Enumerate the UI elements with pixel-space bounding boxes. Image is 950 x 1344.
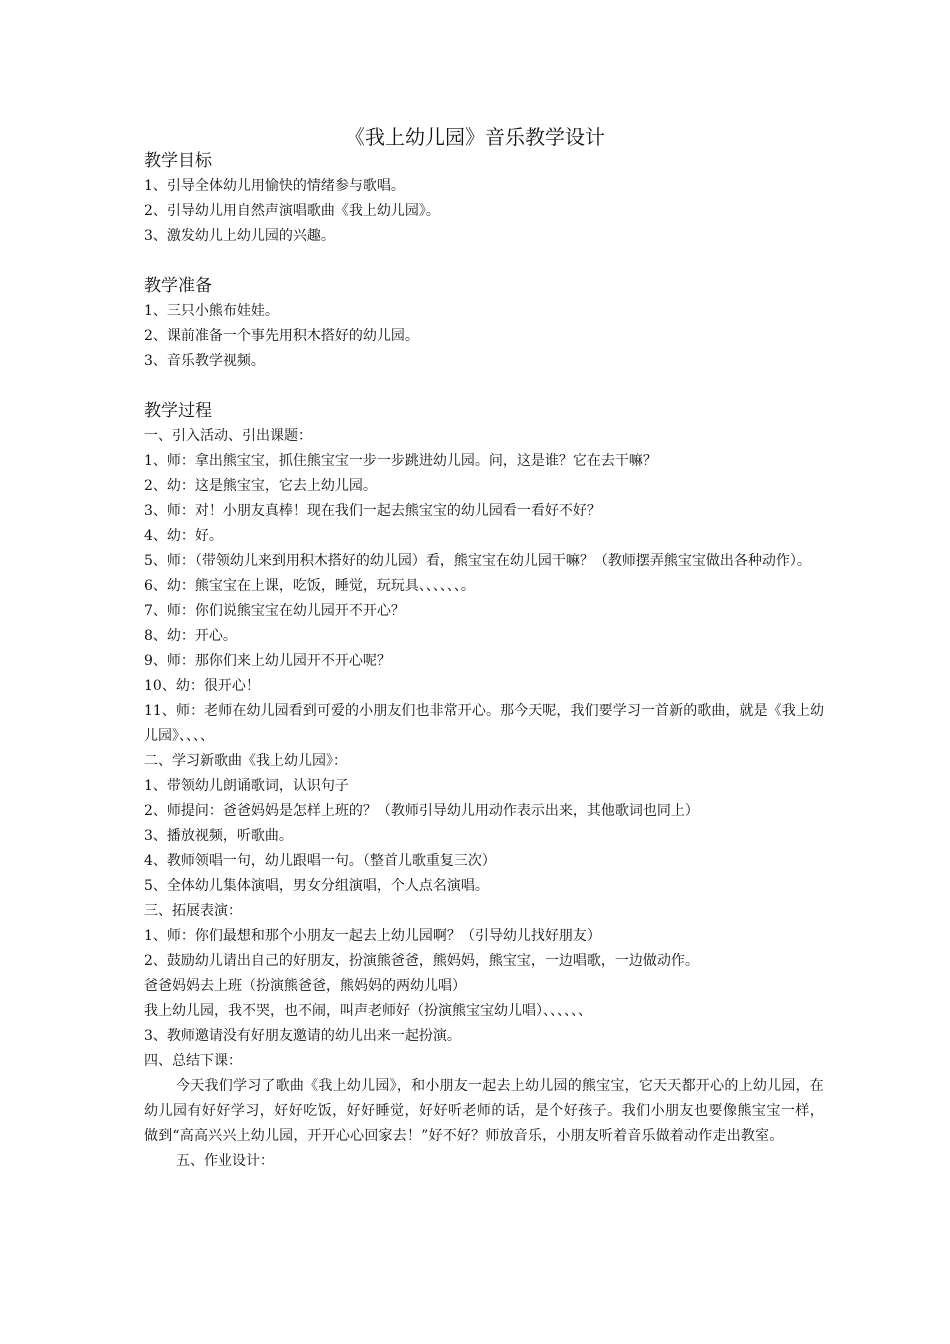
section-heading-prep: 教学准备 [144,276,212,296]
subsection-heading-summary: 四、总结下课： [144,1053,242,1069]
section-heading-goals: 教学目标 [144,151,212,171]
prep-item: 3、音乐教学视频。 [144,353,265,369]
process-step: 1、带领幼儿朗诵歌词，认识句子 [144,778,349,794]
process-step: 9、师：那你们来上幼儿园开不开心呢？ [144,653,391,669]
process-step: 1、师：你们最想和那个小朋友一起去上幼儿园啊？（引导幼儿找好朋友） [144,928,601,944]
section-heading-process: 教学过程 [144,401,212,421]
spacer [144,249,824,273]
goal-item: 3、激发幼儿上幼儿园的兴趣。 [144,228,335,244]
process-step: 1、师：拿出熊宝宝，抓住熊宝宝一步一步跳进幼儿园。问，这是谁？它在去干嘛？ [144,453,657,469]
process-step: 3、播放视频，听歌曲。 [144,828,293,844]
process-step: 11、师：老师在幼儿园看到可爱的小朋友们也非常开心。那今天呢，我们要学习一首新的歌曲，就是《我上幼儿园》、、、、 [144,703,824,744]
process-step: 7、师：你们说熊宝宝在幼儿园开不开心？ [144,603,405,619]
process-step: 2、师提问：爸爸妈妈是怎样上班的？（教师引导幼儿用动作表示出来，其他歌词也同上） [144,803,699,819]
subsection-heading-homework: 五、作业设计： [176,1153,274,1169]
document-title: 《我上幼儿园》音乐教学设计 [345,125,605,149]
process-step: 4、幼：好。 [144,528,223,544]
process-step: 2、幼：这是熊宝宝，它去上幼儿园。 [144,478,377,494]
summary-paragraph: 今天我们学习了歌曲《我上幼儿园》，和小朋友一起去上幼儿园的熊宝宝，它天天都开心的上幼儿园，在幼儿园有好好学习，好好吃饭，好好睡觉，好好听老师的话，是个好孩子。我们小朋友也要像熊宝宝一样，做到“高高兴兴上幼儿园，开开心心回家去！”好不好？师放音乐，小朋友听着音乐做着动作走出教室。 [144,1078,824,1144]
prep-item: 2、课前准备一个事先用积木搭好的幼儿园。 [144,328,419,344]
document-body [144,148,824,1174]
process-step: 5、全体幼儿集体演唱，男女分组演唱，个人点名演唱。 [144,878,489,894]
lyric-line: 我上幼儿园，我不哭，也不闹，叫声老师好（扮演熊宝宝幼儿唱）、、、、、、 [144,1003,592,1019]
process-step: 6、幼：熊宝宝在上课，吃饭，睡觉，玩玩具、、、、、、。 [144,578,475,594]
process-step: 4、教师领唱一句，幼儿跟唱一句。（整首儿歌重复三次） [144,853,496,869]
subsection-heading-new-song: 二、学习新歌曲《我上幼儿园》： [144,753,347,769]
process-step: 2、鼓励幼儿请出自己的好朋友，扮演熊爸爸，熊妈妈，熊宝宝，一边唱歌，一边做动作。 [144,953,699,969]
lyric-line: 爸爸妈妈去上班（扮演熊爸爸，熊妈妈的两幼儿唱） [144,978,466,994]
process-step: 3、师：对！小朋友真棒！现在我们一起去熊宝宝的幼儿园看一看好不好？ [144,503,601,519]
process-step: 5、师：（带领幼儿来到用积木搭好的幼儿园）看，熊宝宝在幼儿园干嘛？（教师摆弄熊宝宝做出各种动作）。 [144,553,811,569]
process-step: 10、幼：很开心！ [144,678,260,694]
prep-item: 1、三只小熊布娃娃。 [144,303,279,319]
spacer [144,374,824,398]
goal-item: 2、引导幼儿用自然声演唱歌曲《我上幼儿园》。 [144,203,440,219]
goal-item: 1、引导全体幼儿用愉快的情绪参与歌唱。 [144,178,405,194]
process-step: 3、教师邀请没有好朋友邀请的幼儿出来一起扮演。 [144,1028,461,1044]
process-step: 8、幼：开心。 [144,628,237,644]
subsection-heading-intro: 一、引入活动、引出课题： [144,428,312,444]
subsection-heading-performance: 三、拓展表演： [144,903,242,919]
